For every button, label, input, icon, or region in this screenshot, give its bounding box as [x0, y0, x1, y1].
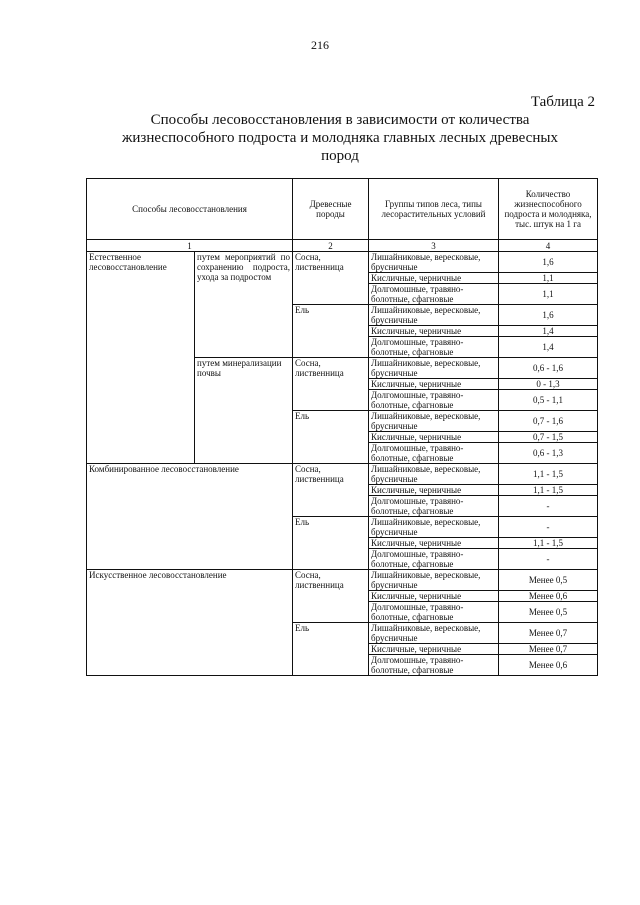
- forest-type: Долгомошные, травяно-болотные, сфагновые: [369, 443, 499, 464]
- quantity-value: 0 - 1,3: [499, 379, 598, 390]
- species-spruce: Ель: [293, 305, 369, 358]
- forest-type: Лишайниковые, вересковые, брусничные: [369, 252, 499, 273]
- quantity-value: 1,6: [499, 305, 598, 326]
- quantity-value: 1,1 - 1,5: [499, 538, 598, 549]
- quantity-value: Менее 0,5: [499, 570, 598, 591]
- forest-type: Долгомошные, травяно-болотные, сфагновые: [369, 549, 499, 570]
- table-row: [87, 252, 598, 273]
- quantity-value: -: [499, 549, 598, 570]
- species-spruce: Ель: [293, 411, 369, 464]
- quantity-value: Менее 0,6: [499, 655, 598, 676]
- forest-type: Долгомошные, травяно-болотные, сфагновые: [369, 390, 499, 411]
- forest-type: Долгомошные, травяно-болотные, сфагновые: [369, 655, 499, 676]
- forest-type: Лишайниковые, вересковые, брусничные: [369, 411, 499, 432]
- quantity-value: 1,4: [499, 326, 598, 337]
- header-species: Древесные породы: [293, 179, 369, 240]
- forest-type: Долгомошные, травяно-болотные, сфагновые: [369, 284, 499, 305]
- forest-type: Лишайниковые, вересковые, брусничные: [369, 305, 499, 326]
- submethod-mineral: путем минерализации почвы: [195, 358, 293, 464]
- species-pine-larch: Сосна, лиственница: [293, 570, 369, 623]
- column-number: 3: [369, 240, 499, 252]
- quantity-value: -: [499, 496, 598, 517]
- quantity-value: 0,7 - 1,5: [499, 432, 598, 443]
- quantity-value: 1,1 - 1,5: [499, 485, 598, 496]
- table-title: Способы лесовосстановления в зависимости от количества жизнеспособного подроста и молодняка главных лесных древесных пород: [122, 112, 558, 164]
- forest-type: Долгомошные, травяно-болотные, сфагновые: [369, 496, 499, 517]
- header-forest-types: Группы типов леса, типы лесорастительных условий: [369, 179, 499, 240]
- forest-type: Кисличные, черничные: [369, 379, 499, 390]
- page-number: 216: [311, 38, 329, 52]
- header-row: [87, 179, 598, 240]
- forest-type: Лишайниковые, вересковые, брусничные: [369, 570, 499, 591]
- reforestation-table: [86, 178, 598, 676]
- forest-type: Кисличные, черничные: [369, 644, 499, 655]
- species-pine-larch: Сосна, лиственница: [293, 252, 369, 305]
- quantity-value: 1,1: [499, 284, 598, 305]
- forest-type: Кисличные, черничные: [369, 485, 499, 496]
- quantity-value: 0,6 - 1,6: [499, 358, 598, 379]
- forest-type: Кисличные, черничные: [369, 326, 499, 337]
- quantity-value: 1,1 - 1,5: [499, 464, 598, 485]
- forest-type: Лишайниковые, вересковые, брусничные: [369, 623, 499, 644]
- forest-type: Долгомошные, травяно-болотные, сфагновые: [369, 337, 499, 358]
- forest-type: Кисличные, черничные: [369, 432, 499, 443]
- column-number: 2: [293, 240, 369, 252]
- forest-type: Кисличные, черничные: [369, 538, 499, 549]
- table-row: [87, 570, 598, 591]
- forest-type: Кисличные, черничные: [369, 591, 499, 602]
- table-label: Таблица 2: [530, 94, 595, 110]
- species-pine-larch: Сосна, лиственница: [293, 464, 369, 517]
- quantity-value: Менее 0,7: [499, 644, 598, 655]
- quantity-value: 1,4: [499, 337, 598, 358]
- forest-type: Долгомошные, травяно-болотные, сфагновые: [369, 602, 499, 623]
- column-number: 1: [87, 240, 293, 252]
- forest-type: Лишайниковые, вересковые, брусничные: [369, 517, 499, 538]
- method-natural: Естественное лесовосстановление: [87, 252, 195, 464]
- species-spruce: Ель: [293, 517, 369, 570]
- submethod-care: путем мероприятий по сохранению подроста, ухода за подростом: [195, 252, 293, 358]
- method-artificial: Искусственное лесовосстановление: [87, 570, 293, 676]
- quantity-value: 0,5 - 1,1: [499, 390, 598, 411]
- quantity-value: Менее 0,6: [499, 591, 598, 602]
- forest-type: Кисличные, черничные: [369, 273, 499, 284]
- table-row: [87, 464, 598, 485]
- forest-type: Лишайниковые, вересковые, брусничные: [369, 464, 499, 485]
- quantity-value: 1,1: [499, 273, 598, 284]
- quantity-value: 1,6: [499, 252, 598, 273]
- quantity-value: 0,7 - 1,6: [499, 411, 598, 432]
- column-number: 4: [499, 240, 598, 252]
- forest-type: Лишайниковые, вересковые, брусничные: [369, 358, 499, 379]
- header-quantity: Количество жизнеспособного подроста и молодняка, тыс. штук на 1 га: [499, 179, 598, 240]
- quantity-value: -: [499, 517, 598, 538]
- method-combined: Комбинированное лесовосстановление: [87, 464, 293, 570]
- quantity-value: Менее 0,7: [499, 623, 598, 644]
- quantity-value: Менее 0,5: [499, 602, 598, 623]
- header-methods: Способы лесовосстановления: [87, 179, 293, 240]
- species-pine-larch: Сосна, лиственница: [293, 358, 369, 411]
- column-number-row: [87, 240, 598, 252]
- quantity-value: 0,6 - 1,3: [499, 443, 598, 464]
- species-spruce: Ель: [293, 623, 369, 676]
